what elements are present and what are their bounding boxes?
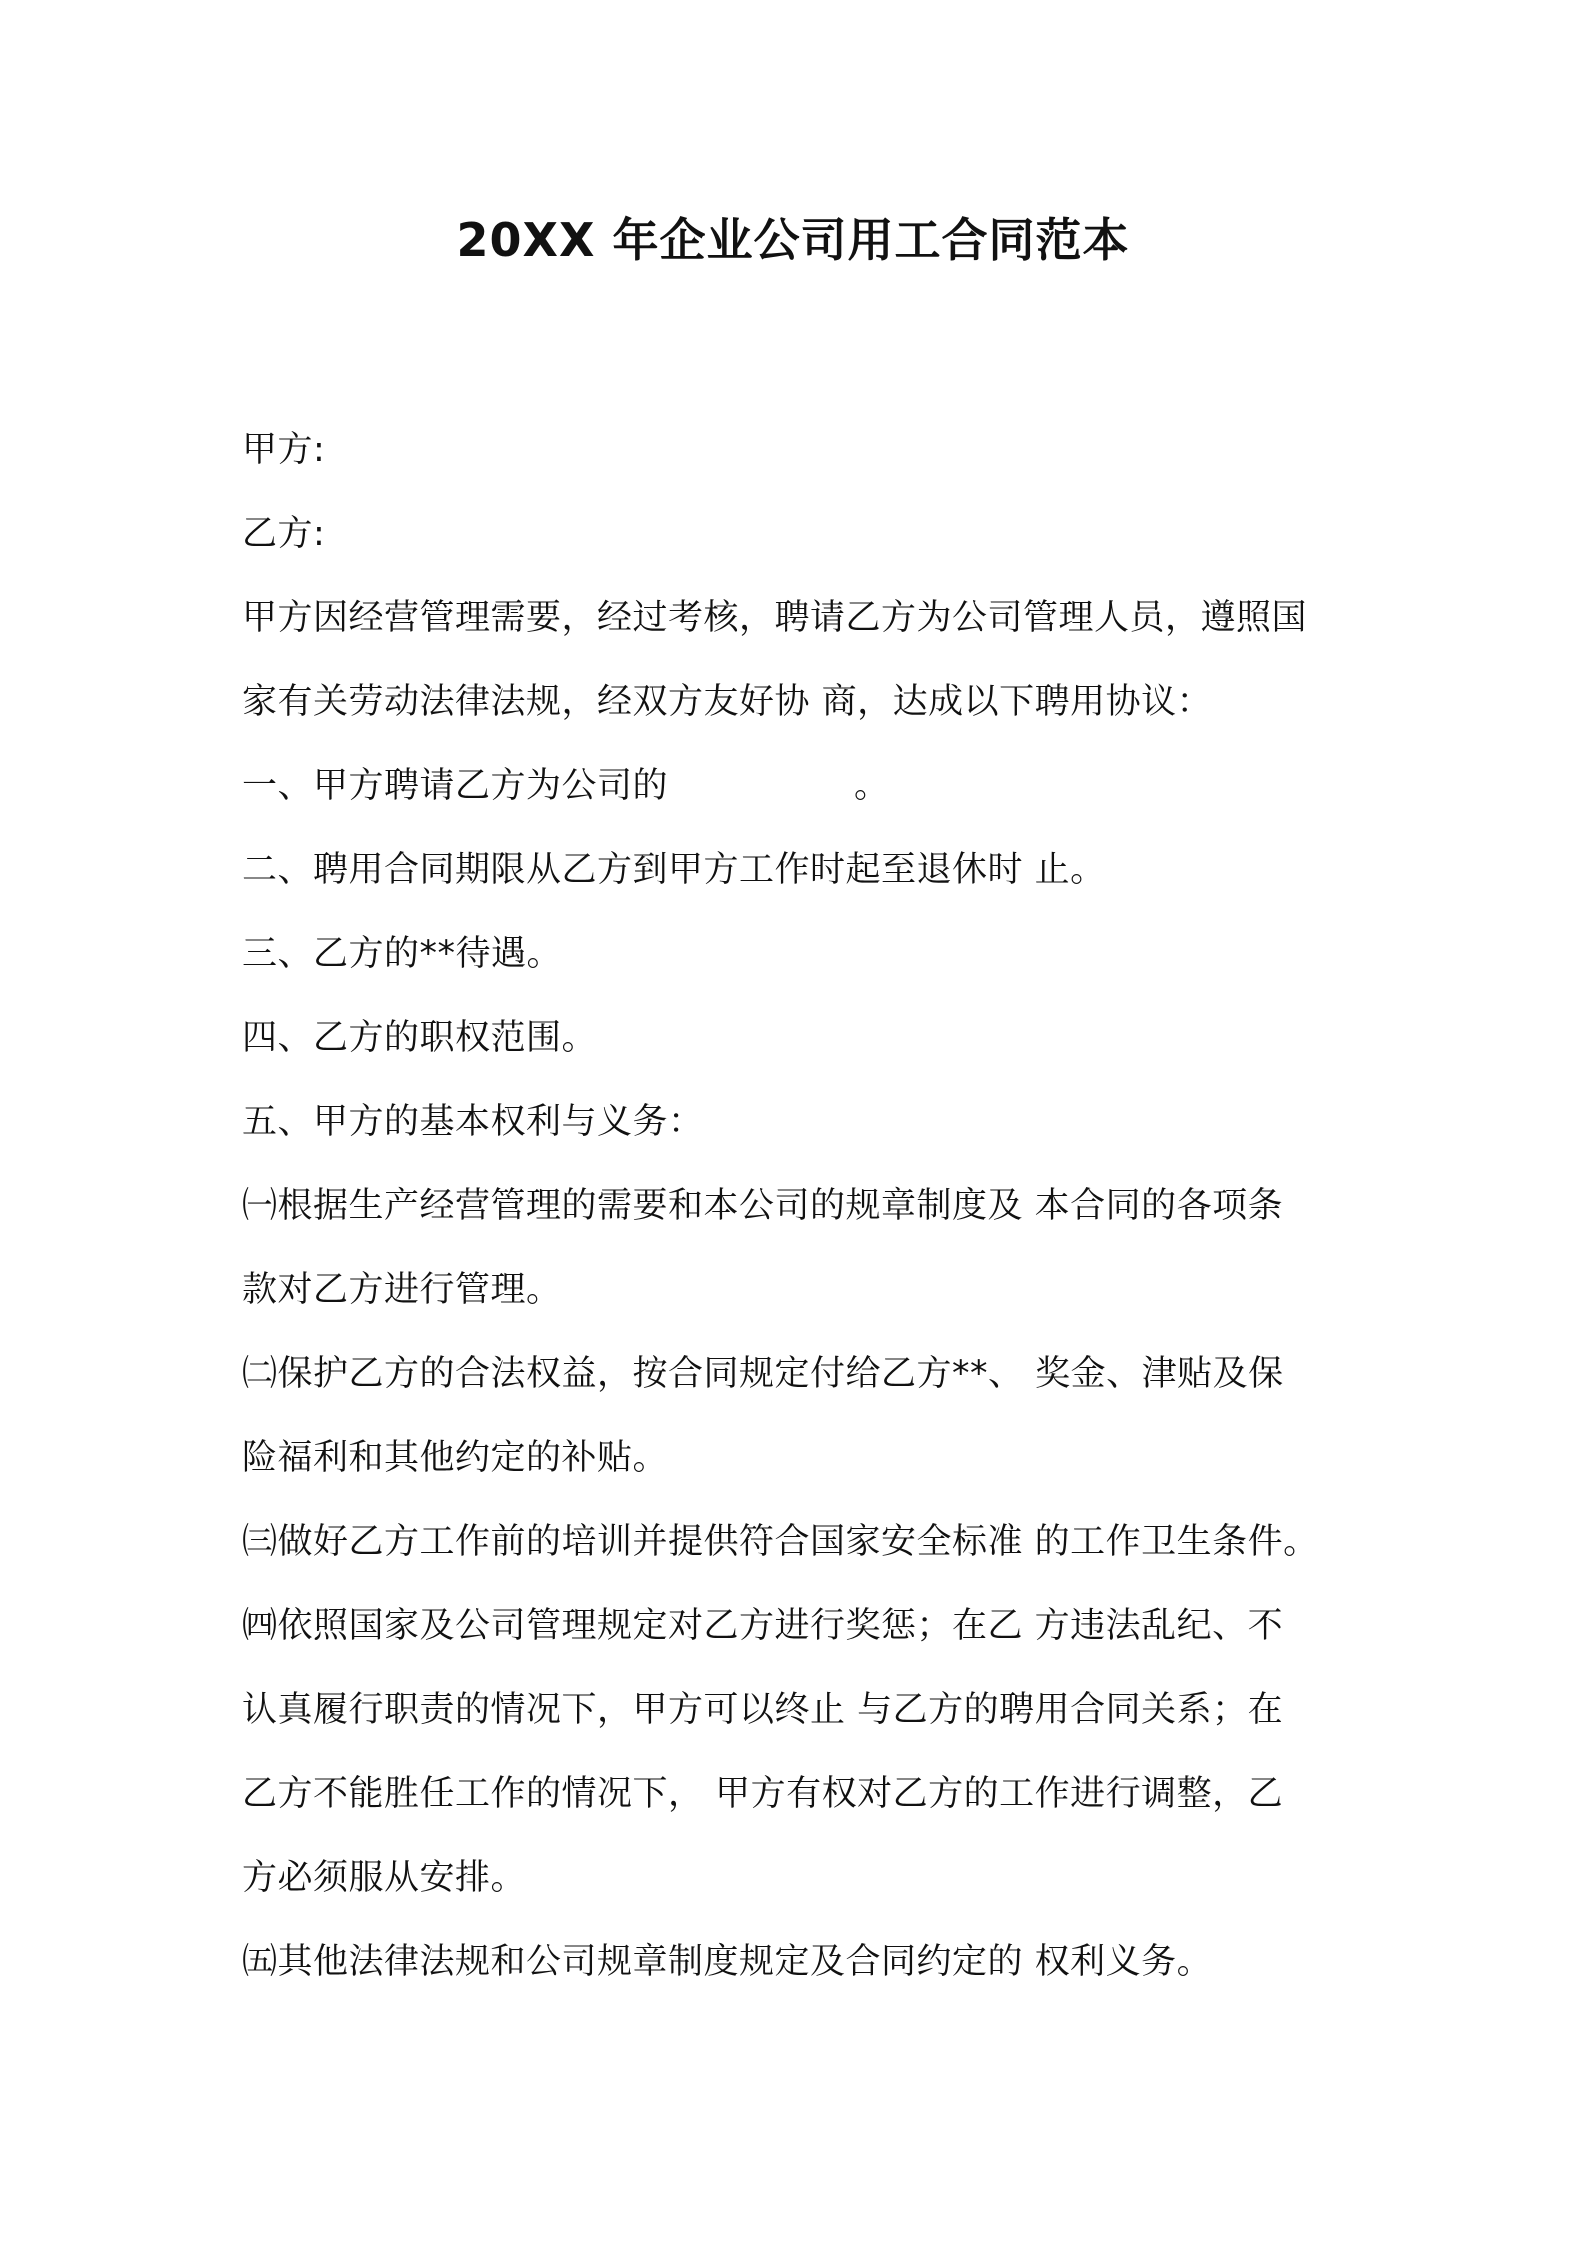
document-title: 20XX 年企业公司用工合同范本 [456, 213, 1130, 267]
clause-1-text: 一、甲方聘请乙方为公司的 [242, 766, 669, 806]
clause-5: 五、甲方的基本权利与义务： [242, 1102, 704, 1142]
preamble-line-2: 家有关劳动法律法规，经双方友好协 商，达成以下聘用协议： [242, 682, 1213, 722]
preamble-line-1: 甲方因经营管理需要，经过考核，聘请乙方为公司管理人员，遵照国 [242, 598, 1308, 638]
clause-2: 二、聘用合同期限从乙方到甲方工作时起至退休时 止。 [242, 850, 1106, 890]
sub-clause-4-line-2: 认真履行职责的情况下，甲方可以终止 与乙方的聘用合同关系；在 [242, 1690, 1284, 1730]
sub-clause-1-line-1: ㈠根据生产经营管理的需要和本公司的规章制度及 本合同的各项条 [242, 1186, 1284, 1226]
clause-3: 三、乙方的**待遇。 [242, 934, 563, 974]
party-b-line: 乙方: [242, 514, 326, 554]
sub-clause-1-line-2: 款对乙方进行管理。 [242, 1270, 562, 1310]
clause-1 [242, 744, 1382, 828]
sub-clause-5: ㈤其他法律法规和公司规章制度规定及合同约定的 权利义务。 [242, 1942, 1213, 1982]
sub-clause-2-line-2: 险福利和其他约定的补贴。 [242, 1438, 669, 1478]
sub-clause-3: ㈢做好乙方工作前的培训并提供符合国家安全标准 的工作卫生条件。 [242, 1522, 1319, 1562]
clause-4: 四、乙方的职权范围。 [242, 1018, 598, 1058]
sub-clause-2-line-1: ㈡保护乙方的合法权益，按合同规定付给乙方**、 奖金、津贴及保 [242, 1354, 1284, 1394]
document-body [242, 408, 1382, 2004]
clause-1-end: 。 [854, 766, 890, 806]
sub-clause-4-line-4: 方必须服从安排。 [242, 1858, 527, 1898]
sub-clause-4-line-3: 乙方不能胜任工作的情况下， 甲方有权对乙方的工作进行调整，乙 [242, 1774, 1284, 1814]
sub-clause-4-line-1: ㈣依照国家及公司管理规定对乙方进行奖惩；在乙 方违法乱纪、不 [242, 1606, 1284, 1646]
party-a-line: 甲方: [242, 430, 326, 470]
